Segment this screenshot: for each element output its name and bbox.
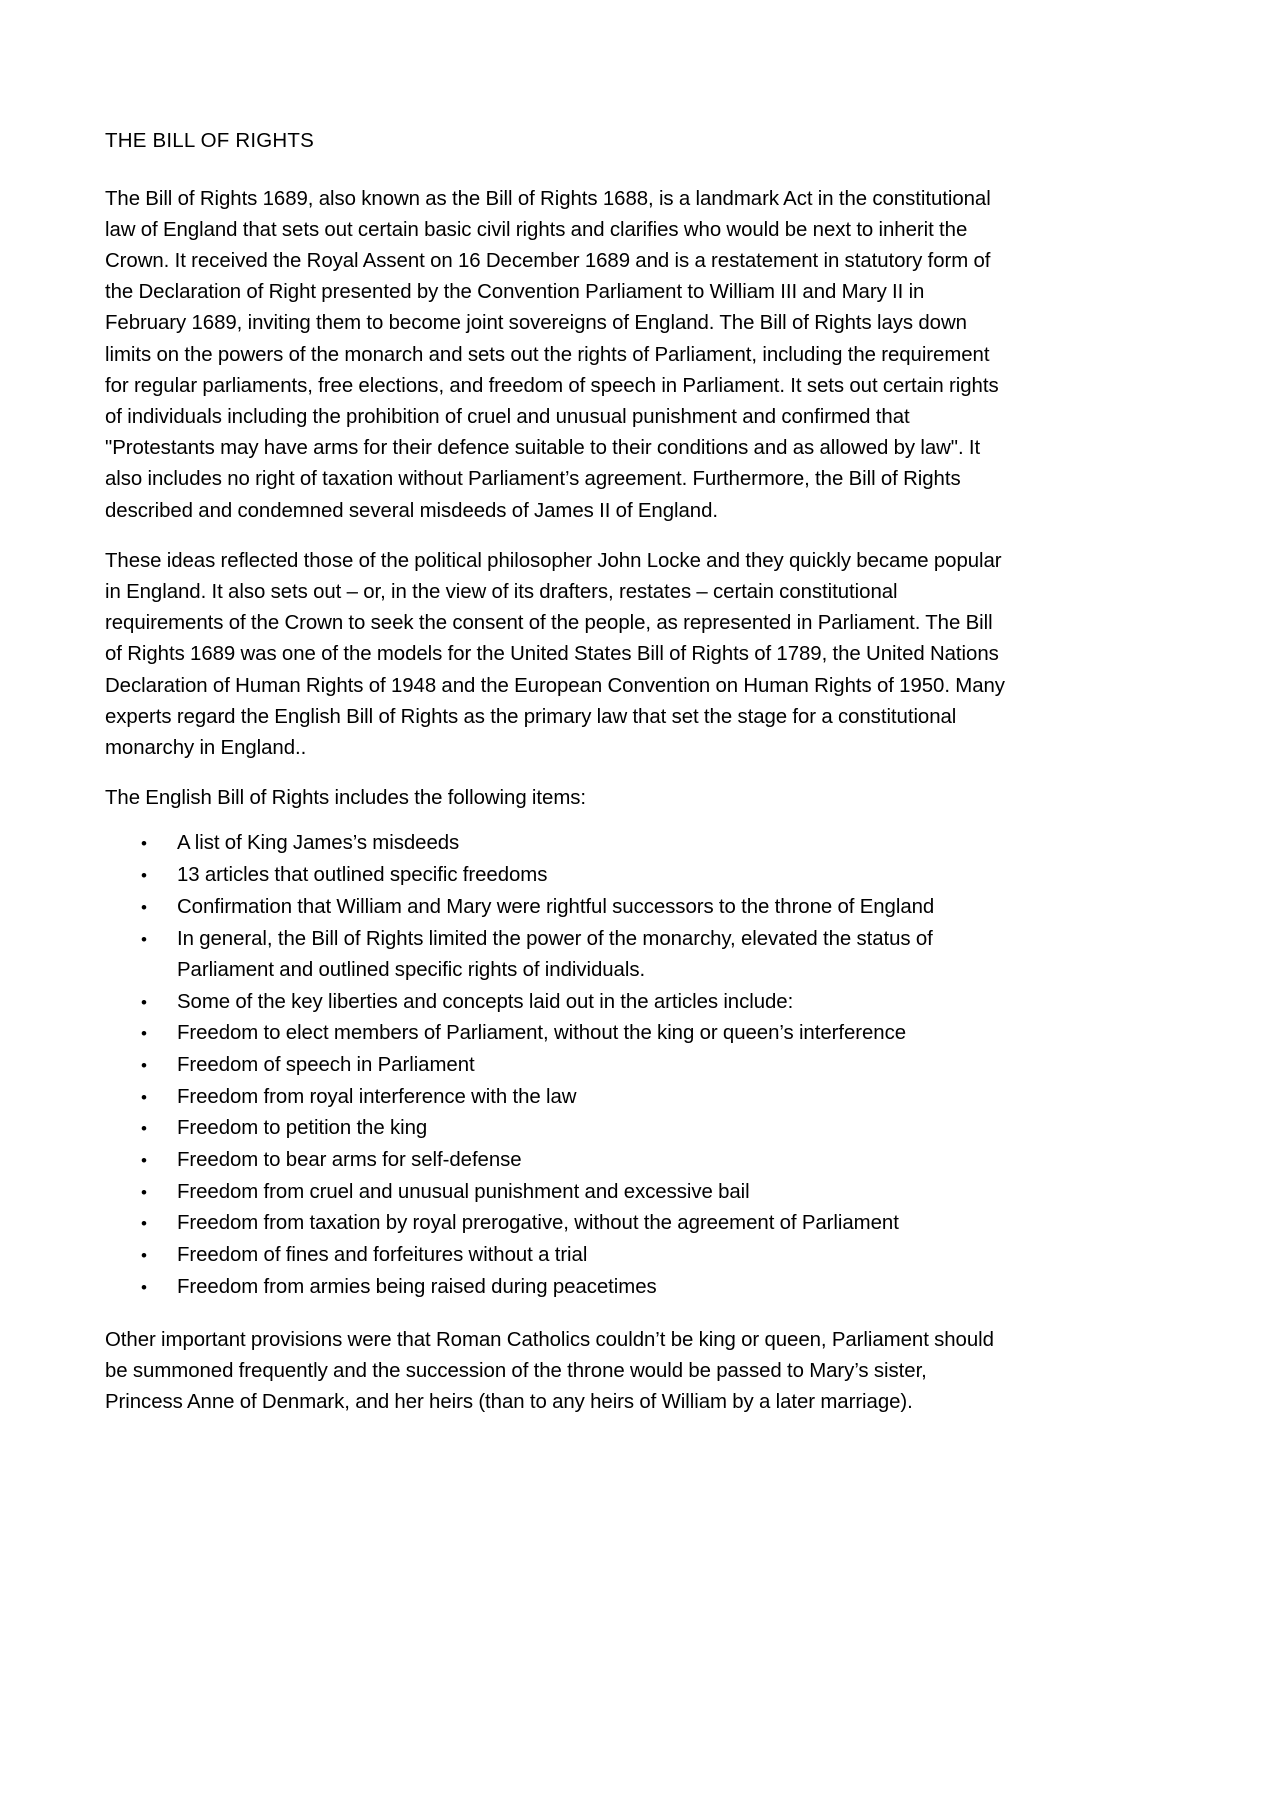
list-lead-in: The English Bill of Rights includes the following items: (105, 787, 587, 810)
paragraph-other-provisions: Other important provisions were that Roman Catholics couldn’t be king or queen, Parliament should be summoned frequently and the succession of the throne would be passed to Mary’s sister, Princess Anne of Denmark, and her heirs (than to any heirs of William by a later marriage). (105, 1329, 994, 1414)
bullet-icon: • (141, 1182, 147, 1202)
bullet-icon: • (141, 1246, 147, 1266)
list-item (105, 828, 1005, 859)
list-item (105, 1018, 1005, 1049)
list-item-label: Freedom from royal interference with the law (177, 1085, 577, 1108)
list-item-label: Confirmation that William and Mary were rightful successors to the throne of England (177, 895, 935, 918)
list-item (105, 924, 1005, 986)
list-item (105, 1145, 1005, 1176)
paragraph-overview: The Bill of Rights 1689, also known as the Bill of Rights 1688, is a landmark Act in the constitutional law of England that sets out certain basic civil rights and clarifies who would be next to inherit the Crown. It received the Royal Assent on 16 December 1689 and is a restatement in statutory form of the Declaration of Right presented by the Convention Parliament to William III and Mary II in February 1689, inviting them to become joint sovereigns of England. The Bill of Rights lays down limits on the powers of the monarch and sets out the rights of Parliament, including the requirement for regular parliaments, free elections, and freedom of speech in Parliament. It sets out certain rights of individuals including the prohibition of cruel and unusual punishment and confirmed that "Protestants may have arms for their defence suitable to their conditions and as allowed by law". It also includes no right of taxation without Parliament’s agreement. Furthermore, the Bill of Rights described and condemned several misdeeds of James II of England. (105, 187, 999, 522)
list-item (105, 1082, 1005, 1113)
page-title: THE BILL OF RIGHTS (105, 129, 315, 152)
bill-of-rights-items-list (105, 828, 1005, 1303)
document-body (105, 128, 1005, 1438)
bullet-icon: • (141, 866, 147, 886)
list-item-label: In general, the Bill of Rights limited the power of the monarchy, elevated the status of Parliament and outlined specific rights of individuals. (177, 927, 933, 981)
list-item-label: Freedom from armies being raised during peacetimes (177, 1275, 657, 1298)
list-item (105, 1113, 1005, 1144)
list-item-label: 13 articles that outlined specific freedoms (177, 864, 548, 887)
list-item (105, 1272, 1005, 1303)
list-item-label: Freedom of speech in Parliament (177, 1053, 475, 1076)
list-item (105, 1050, 1005, 1081)
bullet-icon: • (141, 897, 147, 917)
bullet-icon: • (141, 1151, 147, 1171)
list-item-label: Freedom to elect members of Parliament, without the king or queen’s interference (177, 1022, 907, 1045)
list-item-label: Freedom to bear arms for self-defense (177, 1149, 522, 1172)
bullet-icon: • (141, 1087, 147, 1107)
list-item-label: Freedom to petition the king (177, 1117, 428, 1140)
list-item-label: Freedom from cruel and unusual punishment and excessive bail (177, 1180, 750, 1203)
list-item (105, 1240, 1005, 1271)
list-item-label: Freedom of fines and forfeitures without a trial (177, 1244, 588, 1267)
bullet-icon: • (141, 1024, 147, 1044)
list-item-label: Freedom from taxation by royal prerogative, without the agreement of Parliament (177, 1212, 899, 1235)
list-item-label: A list of King James’s misdeeds (177, 832, 460, 855)
bullet-icon: • (141, 992, 147, 1012)
paragraph-influence: These ideas reflected those of the political philosopher John Locke and they quickly became popular in England. It also sets out – or, in the view of its drafters, restates – certain constitutional requirements of the Crown to seek the consent of the people, as represented in Parliament. The Bill of Rights 1689 was one of the models for the United States Bill of Rights of 1789, the United Nations Declaration of Human Rights of 1948 and the European Convention on Human Rights of 1950. Many experts regard the English Bill of Rights as the primary law that set the stage for a constitutional monarchy in England.. (105, 549, 1005, 760)
list-item (105, 892, 1005, 923)
bullet-icon: • (141, 929, 147, 949)
bullet-icon: • (141, 1119, 147, 1139)
bullet-icon: • (141, 1055, 147, 1075)
list-item (105, 1208, 1005, 1239)
list-item (105, 860, 1005, 891)
bullet-icon: • (141, 1214, 147, 1234)
bullet-icon: • (141, 834, 147, 854)
list-item (105, 987, 1005, 1018)
bullet-icon: • (141, 1277, 147, 1297)
list-item (105, 1177, 1005, 1208)
list-item-label: Some of the key liberties and concepts laid out in the articles include: (177, 990, 794, 1013)
